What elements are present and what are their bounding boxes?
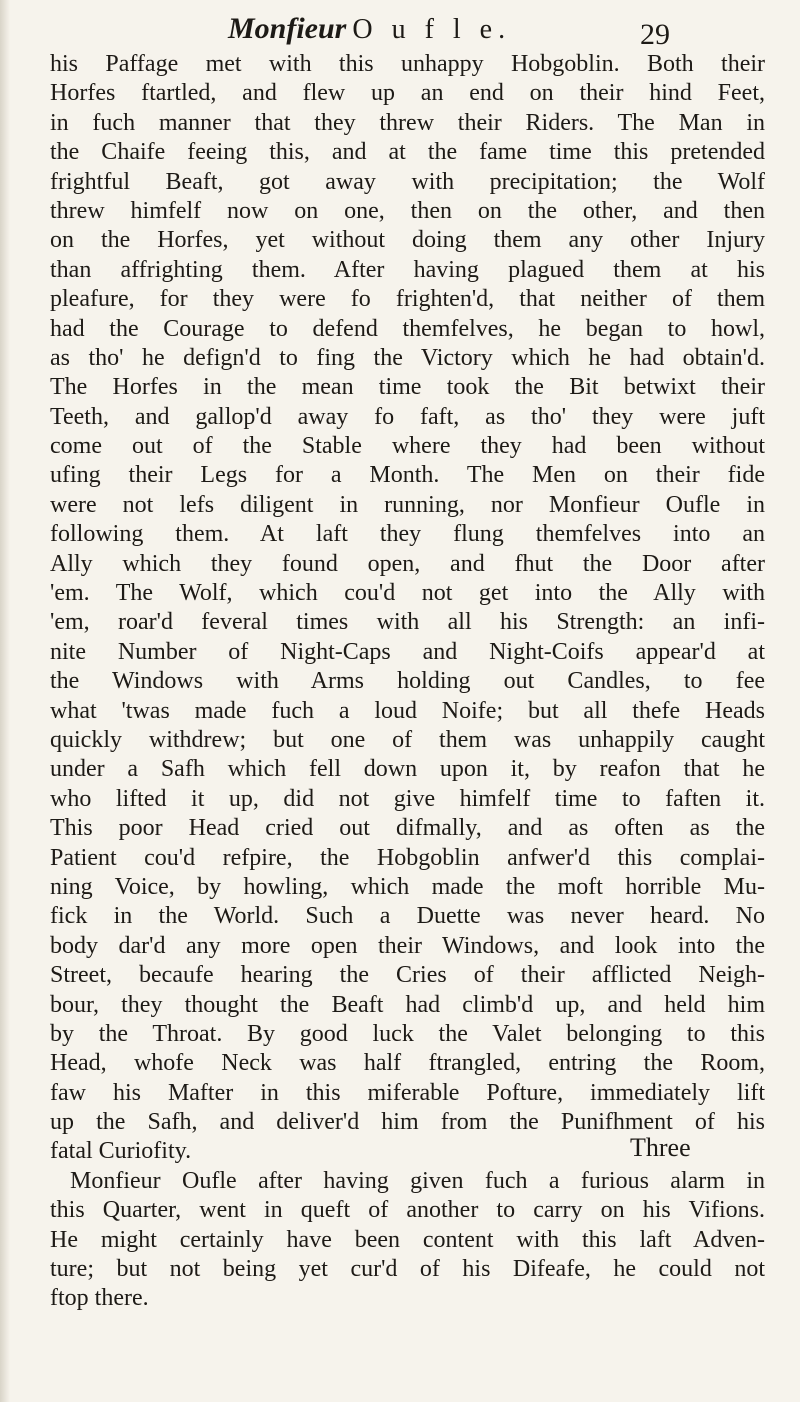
text-line: by the Throat. By good luck the Valet belonging to this	[50, 1020, 765, 1047]
text-line: nite Number of Night-Caps and Night-Coifs appear'd at	[50, 638, 765, 665]
text-line: Street, becaufe hearing the Cries of their afflicted Neigh-	[50, 962, 765, 989]
text-line: what 'twas made fuch a loud Noife; but all thefe Heads	[50, 697, 765, 724]
text-line: This poor Head cried out difmally, and as often as the	[50, 815, 765, 842]
page-number: 29	[640, 18, 670, 51]
text-line: fick in the World. Such a Duette was never heard. No	[50, 903, 765, 930]
text-line: this Quarter, went in queft of another to carry on his Vifions.	[50, 1197, 765, 1224]
gutter-shadow	[0, 0, 10, 1402]
text-line: quickly withdrew; but one of them was unhappily caught	[50, 726, 765, 753]
text-line: frightful Beaft, got away with precipitation; the Wolf	[50, 168, 765, 195]
text-line: ture; but not being yet cur'd of his Difeafe, he could not	[50, 1256, 765, 1283]
text-line: the Windows with Arms holding out Candles, to fee	[50, 668, 765, 695]
text-line: He might certainly have been content with this laft Adven-	[50, 1226, 765, 1253]
text-line: Horfes ftartled, and flew up an end on their hind Feet,	[50, 80, 765, 107]
text-line: as tho' he defign'd to fing the Victory which he had obtain'd.	[50, 344, 765, 371]
text-line: 'em, roar'd feveral times with all his Strength: an infi-	[50, 609, 765, 636]
text-line: pleafure, for they were fo frighten'd, that neither of them	[50, 286, 765, 313]
text-line: The Horfes in the mean time took the Bit betwixt their	[50, 374, 765, 401]
text-line: Monfieur Oufle after having given fuch a furious alarm in	[70, 1167, 765, 1194]
text-line: the Chaife feeing this, and at the fame time this pretended	[50, 139, 765, 166]
catchword: Three	[630, 1133, 691, 1162]
text-line: body dar'd any more open their Windows, and look into the	[50, 932, 765, 959]
running-title-name: Monfieur	[228, 12, 347, 45]
text-line: threw himfelf now on one, then on the other, and then	[50, 197, 765, 224]
text-line: who lifted it up, did not give himfelf time to faften it.	[50, 785, 765, 812]
text-line: were not lefs diligent in running, nor Monfieur Oufle in	[50, 491, 765, 518]
text-line: 'em. The Wolf, which cou'd not get into the Ally with	[50, 580, 765, 607]
text-line: bour, they thought the Beaft had climb'd up, and held him	[50, 991, 765, 1018]
page-header	[0, 8, 800, 52]
text-line: faw his Mafter in this miferable Pofture, immediately lift	[50, 1079, 765, 1106]
text-line: fatal Curiofity.	[50, 1138, 192, 1165]
text-line: than affrighting them. After having plagued them at his	[50, 256, 765, 283]
text-line: in fuch manner that they threw their Riders. The Man in	[50, 109, 765, 136]
text-line: had the Courage to defend themfelves, he began to howl,	[50, 315, 765, 342]
text-line: come out of the Stable where they had been without	[50, 433, 765, 460]
running-title-surname: O u f l e.	[352, 14, 512, 45]
text-line: following them. At laft they flung themfelves into an	[50, 521, 765, 548]
text-line: up the Safh, and deliver'd him from the Punifhment of his	[50, 1109, 765, 1136]
text-line: ufing their Legs for a Month. The Men on their fide	[50, 462, 765, 489]
running-title	[228, 12, 511, 46]
text-line: Ally which they found open, and fhut the Door after	[50, 550, 765, 577]
text-line: under a Safh which fell down upon it, by reafon that he	[50, 756, 765, 783]
text-line: ftop there.	[50, 1285, 149, 1312]
text-line: on the Horfes, yet without doing them any other Injury	[50, 227, 765, 254]
text-line: his Paffage met with this unhappy Hobgoblin. Both their	[50, 51, 765, 77]
text-line: Teeth, and gallop'd away fo faft, as tho' they were juft	[50, 403, 765, 430]
text-line: ning Voice, by howling, which made the moft horrible Mu-	[50, 873, 765, 900]
text-line: Patient cou'd refpire, the Hobgoblin anfwer'd this complai-	[50, 844, 765, 871]
body-text	[50, 50, 765, 1314]
text-line: Head, whofe Neck was half ftrangled, entring the Room,	[50, 1050, 765, 1077]
